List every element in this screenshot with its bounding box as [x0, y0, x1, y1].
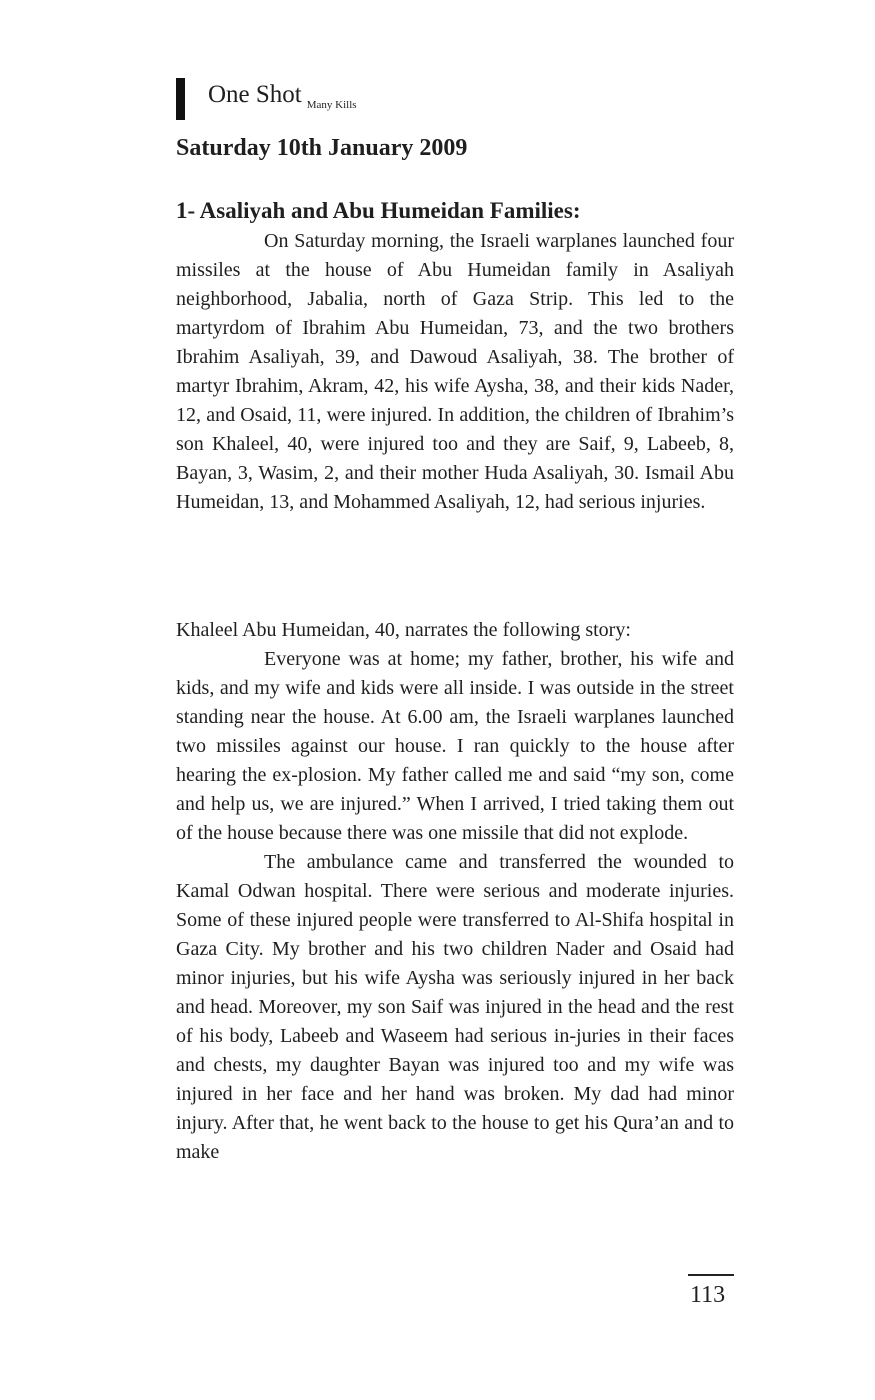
date-heading: Saturday 10th January 2009: [176, 135, 468, 161]
paragraph: The ambulance came and transferred the wounded to Kamal Odwan hospital. There were serious and moderate injuries. Some of these injured people were transferred to Al-Shifa hospital in Gaza City. My brother and his two children Nader and Osaid had minor injuries, but his wife Aysha was seriously injured in her back and head. Moreover, my son Saif was injured in the head and the rest of his body, Labeeb and Waseem had serious in-juries in their faces and chests, my daughter Bayan was injured too and my wife was injured in her face and her hand was broken. My dad had minor injury. After that, he went back to the house to get his Qura’an and to make: [176, 851, 734, 1163]
book-title: [208, 80, 357, 114]
section-body: [176, 227, 734, 517]
testimony-intro: Khaleel Abu Humeidan, 40, narrates the following story:: [176, 619, 631, 641]
section-heading: 1- Asaliyah and Abu Humeidan Families:: [176, 198, 581, 223]
testimony-body: [176, 616, 734, 1167]
book-subtitle: Many Kills: [306, 99, 357, 111]
header-bar-mark: [176, 78, 185, 120]
page-number: 113: [690, 1282, 726, 1308]
book-title-main: One Shot: [208, 81, 302, 108]
paragraph: Everyone was at home; my father, brother, his wife and kids, and my wife and kids were all inside. I was outside in the street standing near the house. At 6.00 am, the Israeli warplanes launched two missiles against our house. I ran quickly to the house after hearing the ex-plosion. My father called me and said “my son, come and help us, we are injured.” When I arrived, I tried taking them out of the house because there was one missile that did not explode.: [176, 648, 734, 844]
paragraph: On Saturday morning, the Israeli warplanes launched four missiles at the house of Abu Humeidan family in Asaliyah neighborhood, Jabalia, north of Gaza Strip. This led to the martyrdom of Ibrahim Abu Humeidan, 73, and the two brothers Ibrahim Asaliyah, 39, and Dawoud Asaliyah, 38. The brother of martyr Ibrahim, Akram, 42, his wife Aysha, 38, and their kids Nader, 12, and Osaid, 11, were injured. In addition, the children of Ibrahim’s son Khaleel, 40, were injured too and they are Saif, 9, Labeeb, 8, Bayan, 3, Wasim, 2, and their mother Huda Asaliyah, 30. Ismail Abu Humeidan, 13, and Mohammed Asaliyah, 12, had serious injuries.: [176, 230, 734, 513]
page-number-rule: [688, 1274, 734, 1276]
